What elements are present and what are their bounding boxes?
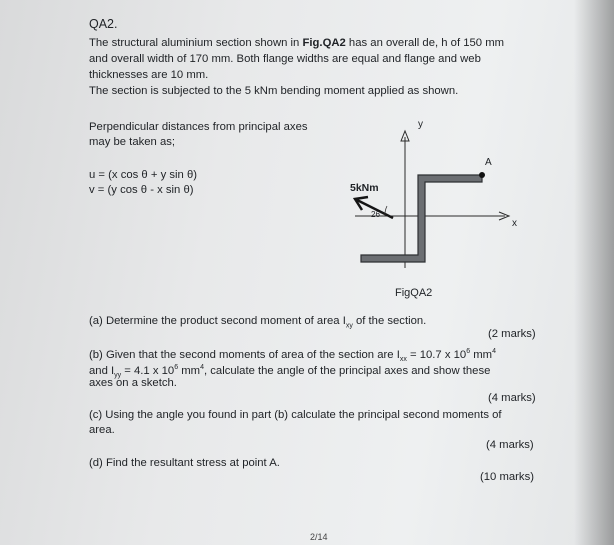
part-c-line-1: (c) Using the angle you found in part (b) calculate the principal second moments of (89, 409, 502, 421)
y-axis-label: y (418, 119, 423, 130)
intro-line-3: thicknesses are 10 mm. (89, 69, 209, 81)
page-number: 2/14 (310, 532, 328, 542)
part-d-text: (d) Find the resultant stress at point A. (89, 457, 280, 469)
part-a-marks: (2 marks) (488, 328, 536, 340)
part-c-line-2: area. (89, 424, 115, 436)
part-d-marks: (10 marks) (480, 471, 534, 483)
perp-line-1: Perpendicular distances from principal axes (89, 121, 308, 133)
angle-label: 26° (371, 210, 384, 219)
part-c-marks: (4 marks) (486, 439, 534, 451)
intro-line-2: and overall width of 170 mm. Both flange widths are equal and flange and web (89, 53, 481, 65)
part-b-line-2: and $I_{yy} = 4.1$ x $10^6$ $mm^4$, calculate the angle of the principal axes and show these (89, 364, 491, 380)
part-a-text: (a) Determine the product second moment of area $I_{xy}$ of the section. (89, 315, 427, 330)
x-axis-label: x (512, 218, 517, 229)
equation-v: v = (y cos θ - x sin θ) (89, 184, 194, 196)
perp-line-2: may be taken as; (89, 136, 176, 148)
part-b-marks: (4 marks) (488, 392, 536, 404)
figure-caption: FigQA2 (395, 287, 433, 299)
question-title: QA2. (89, 17, 118, 31)
intro-line-1: The structural aluminium section shown in Fig.QA2 has an overall de, h of 150 mm (89, 37, 505, 49)
equation-u: u = (x cos θ + y sin θ) (89, 169, 197, 181)
part-b-line-1: (b) Given that the second moments of area of the section are $I_{xx} = 10.7$ x $10^6$ $mm^4$ (89, 348, 496, 364)
point-a-marker (479, 172, 485, 178)
point-a-label: A (485, 157, 492, 168)
photo-shadow (574, 0, 614, 545)
intro-line-4: The section is subjected to the 5 kNm bending moment applied as shown. (89, 85, 459, 97)
moment-label: 5kNm (350, 182, 379, 194)
part-b-line-3: axes on a sketch. (89, 377, 177, 389)
